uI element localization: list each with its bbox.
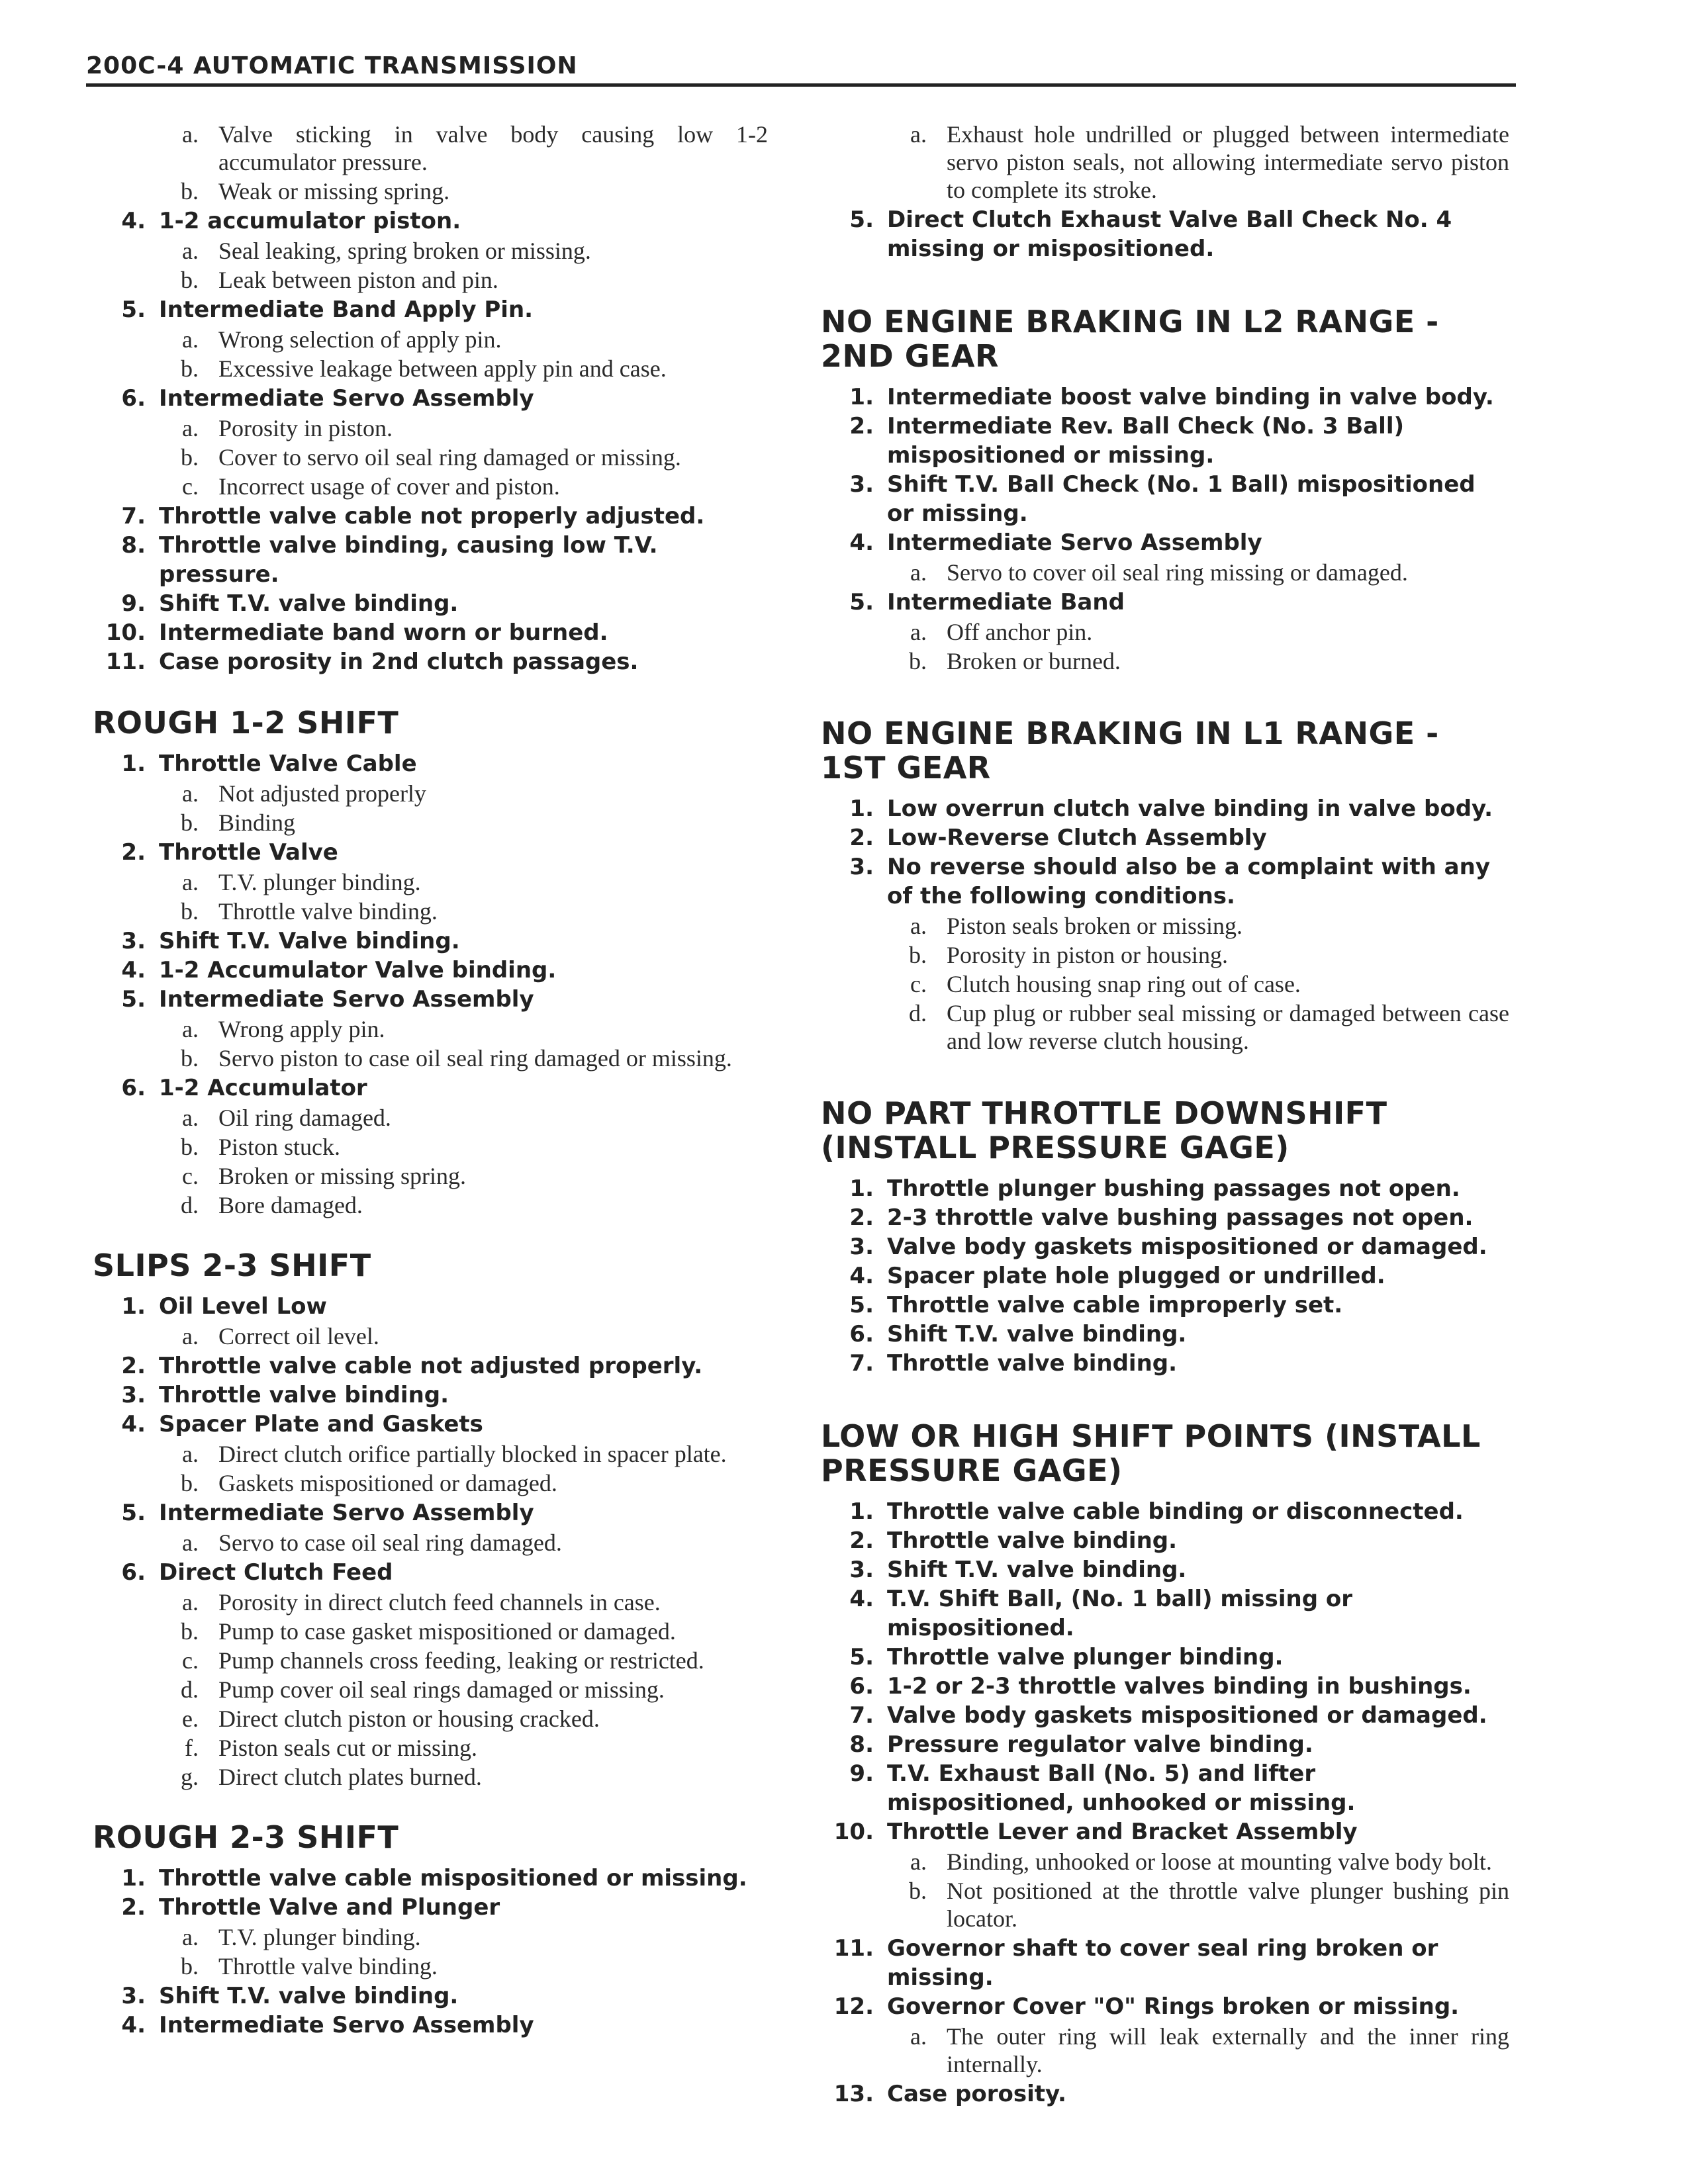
item-text: T.V. Exhaust Ball (No. 5) and lifter mispositioned, unhooked or missing.	[887, 1760, 1356, 1816]
item-text: Shift T.V. valve binding.	[159, 1983, 459, 2009]
item-text: Clutch housing snap ring out of case.	[947, 971, 1301, 997]
item-text: Piston stuck.	[218, 1134, 341, 1160]
item-number: 12.	[833, 1993, 874, 2020]
item-text: Binding, unhooked or loose at mounting valve body bolt.	[947, 1848, 1492, 1875]
numbered-item	[821, 1584, 1509, 1643]
item-letter: a.	[182, 1105, 199, 1131]
item-number: 2.	[121, 1353, 146, 1379]
numbered-item	[93, 647, 768, 676]
item-letter: b.	[181, 1618, 199, 1645]
item-text: Intermediate Band Apply Pin.	[159, 296, 534, 323]
lettered-item	[93, 237, 768, 265]
lettered-item	[93, 1734, 768, 1762]
item-text: Throttle Lever and Bracket Assembly	[887, 1819, 1358, 1845]
item-text: Direct Clutch Feed	[159, 1559, 393, 1586]
item-text: Direct clutch piston or housing cracked.	[218, 1706, 600, 1732]
item-number: 5.	[121, 1500, 146, 1526]
lettered-item	[93, 120, 768, 176]
item-number: 6.	[121, 1075, 146, 1101]
lettered-item	[93, 326, 768, 353]
item-letter: d.	[181, 1192, 199, 1218]
item-number: 9.	[849, 1760, 874, 1787]
item-text: Piston seals cut or missing.	[218, 1735, 478, 1761]
item-number: 1.	[121, 1865, 146, 1891]
numbered-item	[93, 1073, 768, 1103]
item-number: 3.	[849, 1557, 874, 1583]
item-text: Bore damaged.	[218, 1192, 363, 1218]
section-heading: LOW OR HIGH SHIFT POINTS (INSTALL PRESSURE GAGE)	[821, 1418, 1481, 1488]
item-text: T.V. plunger binding.	[218, 1924, 421, 1950]
section-heading: NO ENGINE BRAKING IN L2 RANGE - 2ND GEAR	[821, 304, 1439, 374]
item-number: 4.	[121, 2012, 146, 2038]
item-text: Valve body gaskets mispositioned or damaged.	[887, 1234, 1487, 1260]
lettered-item	[93, 1705, 768, 1733]
item-number: 2.	[849, 825, 874, 851]
item-number: 3.	[849, 1234, 874, 1260]
lettered-item	[821, 999, 1509, 1055]
numbered-item	[821, 1643, 1509, 1672]
item-text: Off anchor pin.	[947, 619, 1093, 645]
item-letter: b.	[909, 648, 927, 674]
item-letter: a.	[182, 1924, 199, 1950]
numbered-item	[93, 531, 768, 589]
item-letter: b.	[909, 942, 927, 968]
item-text: Throttle valve binding.	[159, 1382, 449, 1408]
item-number: 8.	[849, 1731, 874, 1758]
item-text: 2-3 throttle valve bushing passages not open.	[887, 1205, 1474, 1231]
item-number: 3.	[121, 1382, 146, 1408]
item-number: 4.	[121, 208, 146, 234]
item-letter: b.	[181, 178, 199, 205]
lettered-item	[93, 1588, 768, 1616]
item-number: 2.	[849, 1527, 874, 1554]
item-letter: b.	[181, 809, 199, 836]
lettered-item	[93, 1469, 768, 1497]
lettered-item	[821, 912, 1509, 940]
item-letter: a.	[182, 780, 199, 807]
item-text: Valve sticking in valve body causing low 1-2 accumulator pressure.	[218, 121, 768, 175]
numbered-item	[93, 1893, 768, 1922]
item-letter: d.	[181, 1676, 199, 1703]
item-letter: b.	[181, 1953, 199, 1979]
item-text: Cup plug or rubber seal missing or damaged between case and low reverse clutch housing.	[947, 1000, 1509, 1054]
item-text: Throttle Valve Cable	[159, 751, 417, 777]
item-letter: a.	[182, 869, 199, 895]
numbered-item	[821, 1817, 1509, 1846]
item-number: 1.	[849, 796, 874, 822]
left-column	[93, 119, 768, 2040]
item-letter: b.	[181, 898, 199, 925]
item-text: Throttle valve cable not properly adjusted.	[159, 503, 705, 529]
lettered-item	[821, 2023, 1509, 2078]
item-letter: c.	[910, 971, 927, 997]
section-heading: ROUGH 2-3 SHIFT	[93, 1819, 399, 1855]
item-text: Shift T.V. valve binding.	[887, 1557, 1187, 1583]
item-text: Porosity in piston or housing.	[947, 942, 1229, 968]
numbered-item	[821, 412, 1509, 470]
item-number: 4.	[121, 957, 146, 983]
item-text: Throttle valve binding, causing low T.V. pressure.	[159, 532, 658, 588]
item-number: 10.	[833, 1819, 874, 1845]
item-number: 11.	[833, 1935, 874, 1962]
item-letter: b.	[181, 267, 199, 293]
item-text: 1-2 Accumulator	[159, 1075, 367, 1101]
item-text: Servo to cover oil seal ring missing or damaged.	[947, 559, 1408, 586]
lettered-item	[93, 473, 768, 500]
item-letter: b.	[181, 1134, 199, 1160]
item-text: Throttle Valve	[159, 839, 338, 866]
item-letter: a.	[182, 1441, 199, 1467]
item-text: Exhaust hole undrilled or plugged between intermediate servo piston seals, not allowing intermediate servo piston to complete its stroke.	[947, 121, 1509, 203]
lettered-item	[93, 266, 768, 294]
item-text: Intermediate Band	[887, 589, 1125, 615]
item-text: Broken or missing spring.	[218, 1163, 466, 1189]
item-text: Shift T.V. Valve binding.	[159, 928, 460, 954]
item-text: Wrong apply pin.	[218, 1016, 385, 1042]
item-text: Throttle valve cable not adjusted properly.	[159, 1353, 703, 1379]
item-text: Piston seals broken or missing.	[947, 913, 1243, 939]
item-letter: e.	[182, 1706, 199, 1732]
item-text: T.V. plunger binding.	[218, 869, 421, 895]
item-letter: a.	[182, 1589, 199, 1615]
item-letter: a.	[910, 619, 927, 645]
lettered-item	[93, 1104, 768, 1132]
lettered-item	[821, 941, 1509, 969]
item-text: Incorrect usage of cover and piston.	[218, 473, 560, 500]
item-text: Governor shaft to cover seal ring broken or missing.	[887, 1935, 1438, 1991]
numbered-item	[821, 794, 1509, 823]
item-text: Direct Clutch Exhaust Valve Ball Check No. 4 missing or mispositioned.	[887, 206, 1452, 262]
item-letter: a.	[910, 559, 927, 586]
item-number: 5.	[849, 589, 874, 615]
item-number: 6.	[121, 385, 146, 412]
page-header	[86, 49, 1516, 87]
item-text: Throttle valve plunger binding.	[887, 1644, 1284, 1670]
item-number: 13.	[833, 2081, 874, 2107]
item-number: 1.	[849, 384, 874, 410]
item-text: Throttle plunger bushing passages not open.	[887, 1175, 1460, 1202]
item-text: 1-2 or 2-3 throttle valves binding in bushings.	[887, 1673, 1472, 1700]
numbered-item	[93, 1558, 768, 1587]
section-heading: SLIPS 2-3 SHIFT	[93, 1248, 371, 1283]
lettered-item	[93, 1015, 768, 1043]
item-text: Intermediate Servo Assembly	[159, 986, 534, 1013]
numbered-item	[93, 206, 768, 236]
item-text: Throttle valve cable mispositioned or missing.	[159, 1865, 747, 1891]
item-letter: a.	[182, 238, 199, 264]
item-letter: a.	[182, 121, 199, 148]
numbered-item	[821, 383, 1509, 412]
numbered-item	[821, 1497, 1509, 1526]
item-text: The outer ring will leak externally and the inner ring internally.	[947, 2023, 1509, 2077]
item-text: Shift T.V. valve binding.	[159, 590, 459, 617]
lettered-item	[821, 559, 1509, 586]
item-letter: a.	[182, 415, 199, 441]
item-text: Broken or burned.	[947, 648, 1121, 674]
item-text: Pump channels cross feeding, leaking or restricted.	[218, 1647, 704, 1674]
item-text: Not adjusted properly	[218, 780, 426, 807]
numbered-item	[821, 1759, 1509, 1817]
item-text: Intermediate Servo Assembly	[887, 529, 1262, 556]
item-text: Shift T.V. valve binding.	[887, 1321, 1187, 1347]
item-text: Intermediate Rev. Ball Check (No. 3 Ball) mispositioned or missing.	[887, 413, 1405, 469]
numbered-item	[821, 1701, 1509, 1730]
item-letter: a.	[182, 1016, 199, 1042]
item-text: Direct clutch orifice partially blocked in spacer plate.	[218, 1441, 727, 1467]
item-letter: b.	[181, 1470, 199, 1496]
lettered-item	[821, 1877, 1509, 1933]
item-letter: c.	[182, 473, 199, 500]
lettered-item	[93, 1676, 768, 1704]
item-text: Cover to servo oil seal ring damaged or missing.	[218, 444, 681, 471]
numbered-item	[821, 1555, 1509, 1584]
lettered-item	[93, 1191, 768, 1219]
numbered-item	[93, 1981, 768, 2011]
section-heading: ROUGH 1-2 SHIFT	[93, 705, 399, 741]
item-text: Pressure regulator valve binding.	[887, 1731, 1313, 1758]
item-text: Seal leaking, spring broken or missing.	[218, 238, 591, 264]
item-number: 1.	[849, 1175, 874, 1202]
numbered-item	[821, 1349, 1509, 1378]
item-number: 7.	[121, 503, 146, 529]
item-text: Spacer plate hole plugged or undrilled.	[887, 1263, 1385, 1289]
numbered-item	[821, 1730, 1509, 1759]
numbered-item	[93, 1498, 768, 1527]
item-number: 5.	[849, 1644, 874, 1670]
item-number: 1.	[121, 751, 146, 777]
item-number: 5.	[121, 986, 146, 1013]
item-letter: b.	[181, 444, 199, 471]
page-header-title: 200C-4 AUTOMATIC TRANSMISSION	[86, 52, 578, 79]
lettered-item	[93, 1322, 768, 1350]
item-letter: a.	[910, 2023, 927, 2050]
item-text: Throttle valve cable improperly set.	[887, 1292, 1343, 1318]
item-letter: a.	[910, 913, 927, 939]
item-letter: g.	[181, 1764, 199, 1790]
numbered-item	[93, 1410, 768, 1439]
numbered-item	[93, 1351, 768, 1381]
item-text: Intermediate Servo Assembly	[159, 2012, 534, 2038]
item-text: Pump to case gasket mispositioned or damaged.	[218, 1618, 676, 1645]
right-column	[821, 119, 1509, 2109]
numbered-item	[93, 589, 768, 618]
item-letter: b.	[181, 1045, 199, 1071]
section-heading: NO PART THROTTLE DOWNSHIFT (INSTALL PRESSURE GAGE)	[821, 1095, 1387, 1165]
item-number: 2.	[121, 1894, 146, 1921]
numbered-item	[821, 1261, 1509, 1291]
item-text: Throttle valve binding.	[887, 1527, 1178, 1554]
item-text: Porosity in piston.	[218, 415, 393, 441]
item-text: 1-2 Accumulator Valve binding.	[159, 957, 557, 983]
item-text: Intermediate band worn or burned.	[159, 619, 608, 646]
item-text: Throttle valve binding.	[218, 898, 438, 925]
lettered-item	[821, 647, 1509, 675]
item-text: Spacer Plate and Gaskets	[159, 1411, 483, 1437]
item-letter: a.	[910, 1848, 927, 1875]
item-text: Intermediate boost valve binding in valve body.	[887, 384, 1494, 410]
item-number: 1.	[121, 1293, 146, 1320]
numbered-item	[93, 2011, 768, 2040]
item-number: 4.	[849, 529, 874, 556]
lettered-item	[821, 970, 1509, 998]
numbered-item	[93, 618, 768, 647]
item-letter: c.	[182, 1647, 199, 1674]
numbered-item	[93, 295, 768, 324]
lettered-item	[93, 1044, 768, 1072]
lettered-item	[93, 1647, 768, 1674]
numbered-item	[93, 502, 768, 531]
item-letter: a.	[182, 326, 199, 353]
item-letter: c.	[182, 1163, 199, 1189]
item-text: Weak or missing spring.	[218, 178, 450, 205]
numbered-item	[821, 2079, 1509, 2109]
item-text: Excessive leakage between apply pin and case.	[218, 355, 667, 382]
numbered-item	[821, 1992, 1509, 2021]
lettered-item	[93, 1923, 768, 1951]
item-number: 4.	[849, 1586, 874, 1612]
item-number: 2.	[849, 413, 874, 439]
lettered-item	[93, 1617, 768, 1645]
numbered-item	[93, 1864, 768, 1893]
item-text: T.V. Shift Ball, (No. 1 ball) missing or mispositioned.	[887, 1586, 1353, 1641]
lettered-item	[821, 1848, 1509, 1876]
item-letter: d.	[909, 1000, 927, 1026]
item-number: 5.	[849, 1292, 874, 1318]
numbered-item	[821, 1526, 1509, 1555]
lettered-item	[821, 618, 1509, 646]
lettered-item	[93, 897, 768, 925]
item-number: 2.	[849, 1205, 874, 1231]
item-text: Valve body gaskets mispositioned or damaged.	[887, 1702, 1487, 1729]
item-text: Case porosity.	[887, 2081, 1066, 2107]
item-number: 9.	[121, 590, 146, 617]
item-text: Servo piston to case oil seal ring damaged or missing.	[218, 1045, 732, 1071]
numbered-item	[821, 1672, 1509, 1701]
item-number: 6.	[849, 1321, 874, 1347]
lettered-item	[93, 443, 768, 471]
numbered-item	[93, 927, 768, 956]
numbered-item	[821, 1291, 1509, 1320]
numbered-item	[93, 838, 768, 867]
numbered-item	[821, 1203, 1509, 1232]
lettered-item	[93, 177, 768, 205]
numbered-item	[821, 528, 1509, 557]
numbered-item	[93, 1381, 768, 1410]
numbered-item	[821, 852, 1509, 911]
numbered-item	[821, 1232, 1509, 1261]
item-number: 7.	[849, 1702, 874, 1729]
lettered-item	[821, 120, 1509, 204]
item-text: Binding	[218, 809, 296, 836]
numbered-item	[93, 985, 768, 1014]
numbered-item	[93, 384, 768, 413]
item-number: 1.	[849, 1498, 874, 1525]
item-number: 3.	[849, 471, 874, 498]
item-number: 2.	[121, 839, 146, 866]
item-number: 10.	[105, 619, 146, 646]
item-text: Intermediate Servo Assembly	[159, 1500, 534, 1526]
item-number: 3.	[121, 1983, 146, 2009]
numbered-item	[821, 470, 1509, 528]
item-number: 3.	[849, 854, 874, 880]
numbered-item	[93, 956, 768, 985]
item-text: No reverse should also be a complaint with any of the following conditions.	[887, 854, 1490, 909]
numbered-item	[821, 1934, 1509, 1992]
item-number: 8.	[121, 532, 146, 559]
item-number: 4.	[849, 1263, 874, 1289]
item-text: Throttle valve binding.	[887, 1350, 1178, 1377]
section-heading: NO ENGINE BRAKING IN L1 RANGE - 1ST GEAR	[821, 715, 1439, 786]
item-number: 7.	[849, 1350, 874, 1377]
lettered-item	[93, 355, 768, 383]
item-number: 3.	[121, 928, 146, 954]
lettered-item	[93, 414, 768, 442]
item-number: 5.	[121, 296, 146, 323]
item-text: Gaskets mispositioned or damaged.	[218, 1470, 557, 1496]
numbered-item	[93, 1292, 768, 1321]
numbered-item	[93, 749, 768, 778]
item-text: Shift T.V. Ball Check (No. 1 Ball) mispositioned or missing.	[887, 471, 1476, 527]
item-text: Direct clutch plates burned.	[218, 1764, 482, 1790]
item-text: Porosity in direct clutch feed channels in case.	[218, 1589, 661, 1615]
lettered-item	[93, 780, 768, 807]
item-number: 4.	[121, 1411, 146, 1437]
item-letter: b.	[181, 355, 199, 382]
lettered-item	[93, 1440, 768, 1468]
item-text: Not positioned at the throttle valve plunger bushing pin locator.	[947, 1878, 1509, 1932]
item-text: Leak between piston and pin.	[218, 267, 498, 293]
item-text: 1-2 accumulator piston.	[159, 208, 461, 234]
numbered-item	[821, 1320, 1509, 1349]
item-text: Oil ring damaged.	[218, 1105, 391, 1131]
lettered-item	[93, 1952, 768, 1980]
item-text: Intermediate Servo Assembly	[159, 385, 534, 412]
item-text: Throttle Valve and Plunger	[159, 1894, 500, 1921]
lettered-item	[93, 868, 768, 896]
item-text: Low overrun clutch valve binding in valve body.	[887, 796, 1493, 822]
item-text: Servo to case oil seal ring damaged.	[218, 1529, 562, 1556]
item-letter: a.	[182, 1529, 199, 1556]
item-number: 6.	[121, 1559, 146, 1586]
item-letter: a.	[182, 1323, 199, 1349]
lettered-item	[93, 1763, 768, 1791]
item-number: 5.	[849, 206, 874, 233]
item-text: Pump cover oil seal rings damaged or missing.	[218, 1676, 665, 1703]
item-text: Governor Cover "O" Rings broken or missing.	[887, 1993, 1460, 2020]
item-letter: b.	[909, 1878, 927, 1904]
numbered-item	[821, 823, 1509, 852]
item-letter: a.	[910, 121, 927, 148]
item-text: Case porosity in 2nd clutch passages.	[159, 649, 639, 675]
lettered-item	[93, 809, 768, 837]
item-text: Wrong selection of apply pin.	[218, 326, 502, 353]
numbered-item	[821, 588, 1509, 617]
item-text: Throttle valve cable binding or disconnected.	[887, 1498, 1464, 1525]
item-letter: f.	[185, 1735, 199, 1761]
lettered-item	[93, 1133, 768, 1161]
numbered-item	[821, 205, 1509, 263]
item-number: 11.	[105, 649, 146, 675]
lettered-item	[93, 1529, 768, 1557]
item-text: Low-Reverse Clutch Assembly	[887, 825, 1267, 851]
numbered-item	[821, 1174, 1509, 1203]
item-text: Correct oil level.	[218, 1323, 379, 1349]
item-text: Throttle valve binding.	[218, 1953, 438, 1979]
item-number: 6.	[849, 1673, 874, 1700]
lettered-item	[93, 1162, 768, 1190]
item-text: Oil Level Low	[159, 1293, 327, 1320]
